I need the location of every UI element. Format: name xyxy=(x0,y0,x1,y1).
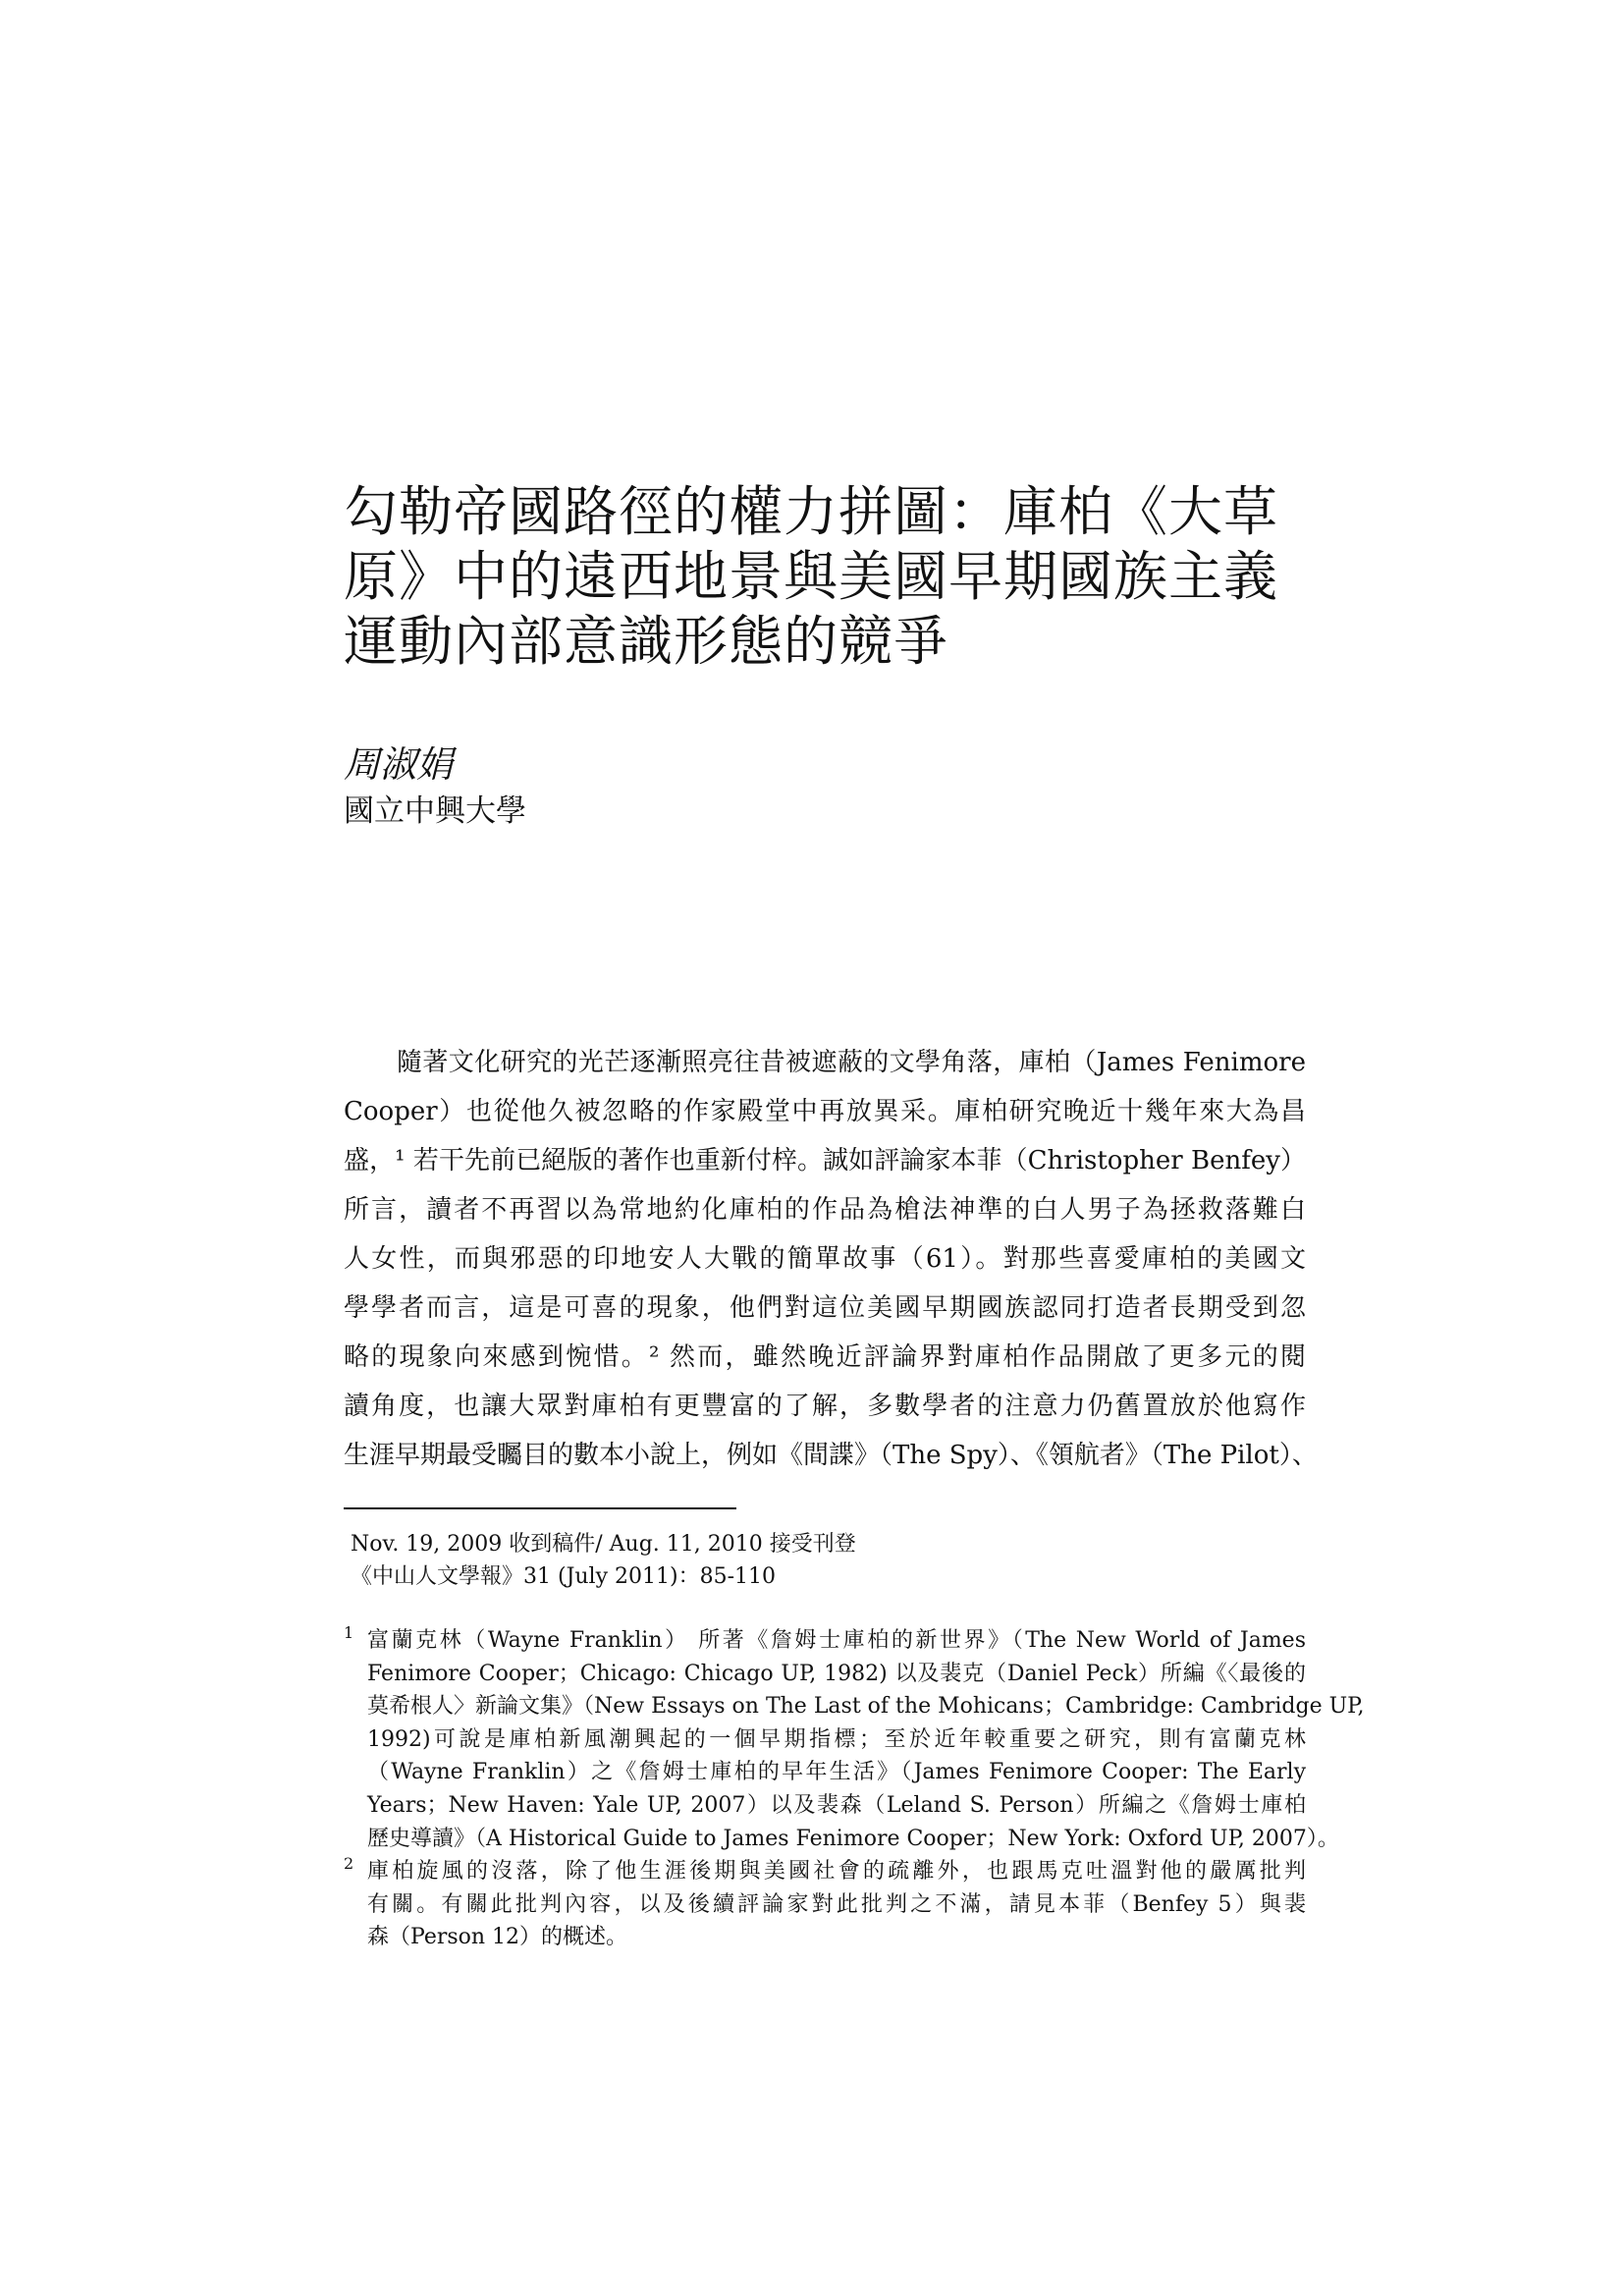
body-line: 所言，讀者不再習以為常地約化庫柏的作品為槍法神準的白人男子為拯救落難白 xyxy=(344,1195,1306,1225)
author-affiliation: 國立中興大學 xyxy=(344,793,526,829)
footnote-line-text: 富蘭克林（Wayne Franklin） 所著《詹姆士庫柏的新世界》（The New World of James xyxy=(367,1628,1306,1653)
article-title-line: 原》中的遠西地景與美國早期國族主義 xyxy=(344,545,1279,608)
footnote-line-text: 庫柏旋風的沒落，除了他生涯後期與美國社會的疏離外，也跟馬克吐溫對他的嚴厲批判 xyxy=(367,1859,1306,1885)
body-line: 隨著文化研究的光芒逐漸照亮往昔被遮蔽的文學角落，庫柏（James Fenimore xyxy=(397,1048,1306,1077)
author-name: 周淑娟 xyxy=(344,743,453,786)
body-line: 人女性，而與邪惡的印地安人大戰的簡單故事（61）。對那些喜愛庫柏的美國文 xyxy=(344,1244,1306,1274)
footnote-line: 莫希根人〉新論文集》（New Essays on The Last of the Mohicans；Cambridge: Cambridge UP, xyxy=(367,1694,1365,1720)
body-line: 學學者而言，這是可喜的現象，他們對這位美國早期國族認同打造者長期受到忽 xyxy=(344,1293,1306,1323)
footnote-line: 1992)可說是庫柏新風潮興起的一個早期指標；至於近年較重要之研究，則有富蘭克林 xyxy=(367,1726,1306,1752)
body-line: 讀角度，也讓大眾對庫柏有更豐富的了解，多數學者的注意力仍舊置放於他寫作 xyxy=(344,1392,1306,1421)
receipt-info xyxy=(351,1528,856,1593)
footnote-line xyxy=(344,1855,1306,1888)
footnote-number: 1 xyxy=(344,1623,354,1642)
footnote-1 xyxy=(344,1623,1365,1855)
article-title-line: 勾勒帝國路徑的權力拼圖：庫柏《大草 xyxy=(344,480,1279,543)
footnote-line: Fenimore Cooper；Chicago: Chicago UP, 1982) 以及裴克（Daniel Peck）所編《〈最後的 xyxy=(367,1661,1306,1686)
footnote-line: 有關。有關此批判內容，以及後續評論家對此批判之不滿，請見本菲（Benfey 5）與裴 xyxy=(367,1891,1306,1917)
body-line: 盛，¹ 若干先前已絕版的著作也重新付梓。誠如評論家本菲（Christopher Benfey） xyxy=(344,1146,1306,1175)
article-title-line: 運動內部意識形態的競爭 xyxy=(344,610,949,673)
article-title xyxy=(344,479,1306,674)
footnote-line: 森（Person 12）的概述。 xyxy=(367,1925,628,1950)
body-paragraph xyxy=(344,1038,1318,1480)
receipt-dates: Nov. 19, 2009 收到稿件/ Aug. 11, 2010 接受刊登 xyxy=(351,1532,856,1557)
footnote-line xyxy=(344,1624,1306,1658)
footnote-line: Years；New Haven: Yale UP, 2007）以及裴森（Leland S. Person）所編之《詹姆士庫柏 xyxy=(367,1792,1306,1818)
footnotes xyxy=(344,1623,1365,1954)
footnote-line: 歷史導讀》（A Historical Guide to James Fenimore Cooper；New York: Oxford UP, 2007）。 xyxy=(367,1826,1339,1851)
body-line: Cooper）也從他久被忽略的作家殿堂中再放異采。庫柏研究晚近十幾年來大為昌 xyxy=(344,1097,1306,1126)
footnote-number: 2 xyxy=(344,1854,354,1874)
footnote-divider xyxy=(344,1507,736,1509)
footnote-2 xyxy=(344,1855,1306,1954)
footnote-line: （Wayne Franklin）之《詹姆士庫柏的早年生活》（James Fenimore Cooper: The Early xyxy=(367,1760,1306,1785)
body-line: 略的現象向來感到惋惜。² 然而，雖然晚近評論界對庫柏作品開啟了更多元的閱 xyxy=(344,1342,1306,1372)
body-line: 生涯早期最受矚目的數本小說上，例如《間諜》（The Spy）、《領航者》（The Pilot）、 xyxy=(344,1441,1318,1470)
journal-citation: 《中山人文學報》31 (July 2011)：85-110 xyxy=(351,1564,777,1589)
